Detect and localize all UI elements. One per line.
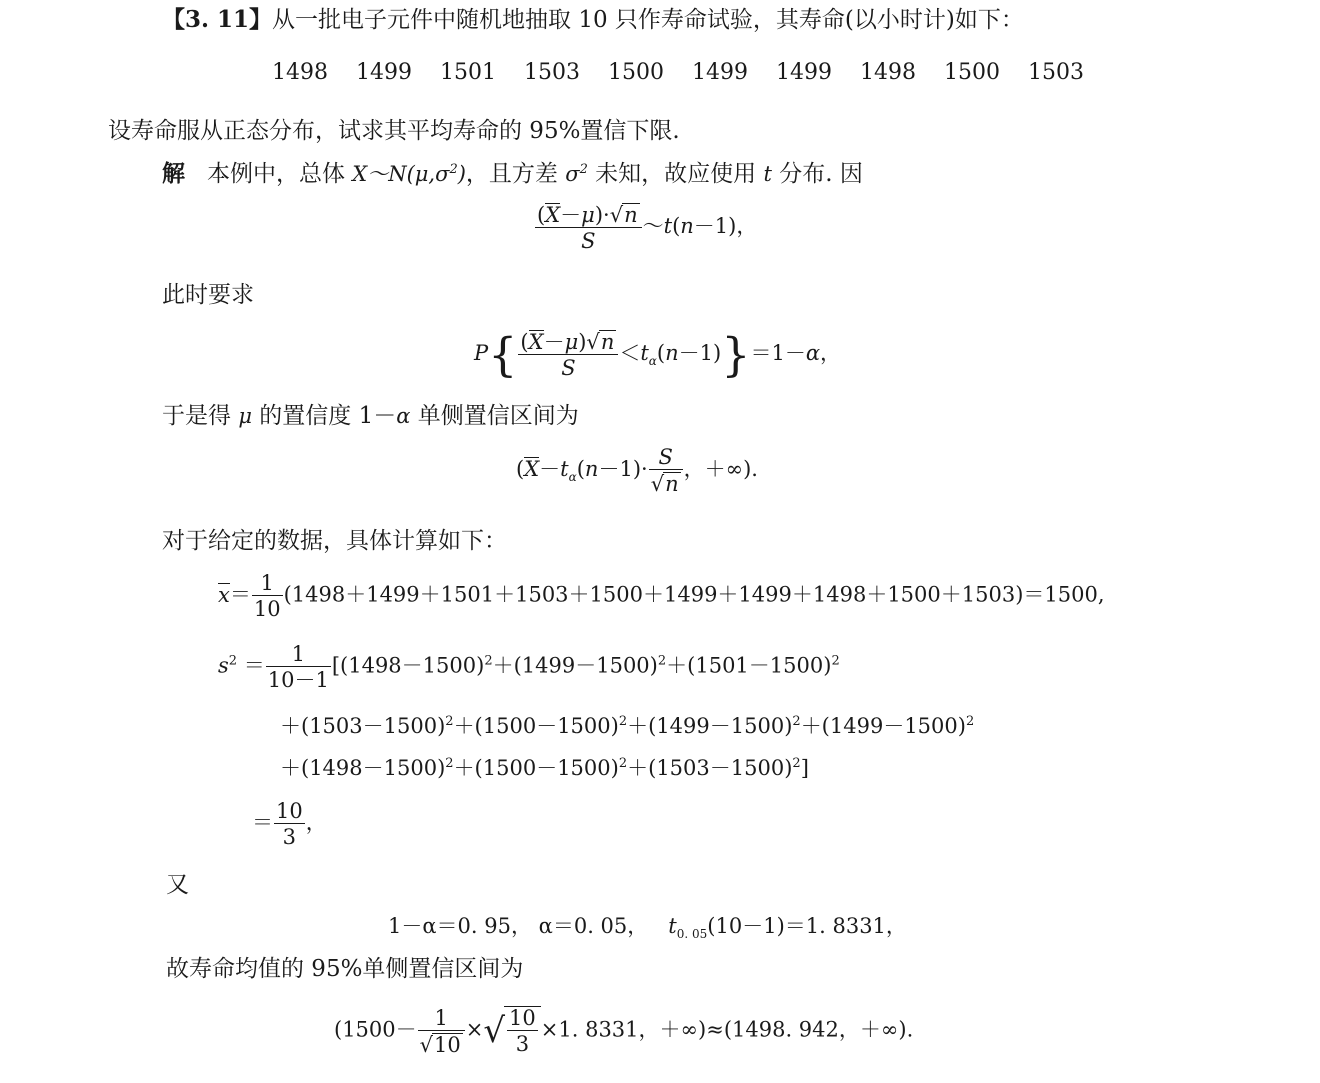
data-value: 1500 (608, 60, 664, 85)
t-value: (10－1)＝1. 8331， (707, 914, 907, 938)
interval-intro-text: 单侧置信区间为 (410, 403, 579, 429)
data-row (272, 62, 1112, 84)
variance-term: ＋(1500－1500) (453, 756, 619, 780)
final-text: ×1. 8331，＋∞)≈(1498. 942，＋∞). (540, 1017, 914, 1042)
mean-sum: (1498＋1499＋1501＋1503＋1500＋1499＋1499＋1498＋1500＋1503)＝1500, (283, 582, 1105, 607)
variance-term: [(1498－1500) (331, 653, 485, 678)
interval-formula: ($X-t_\alpha(n-1)\cdot$ $\frac{S}{√n}$ ，＋∞). (516, 445, 758, 497)
problem-question: 设寿命服从正态分布，试求其平均寿命的 95%置信下限. (108, 118, 680, 144)
solution-intro-text: 本例中，总体 (206, 161, 353, 187)
variance-line-2: $+(1503-1500)^2+(1500-1500)^2+(1499-1500)^2+(1499-1500)^2$ (280, 714, 975, 738)
require-text: 此时要求 (162, 282, 254, 308)
mean-computation: x＝ $\frac{1}{10}$ (1498＋1499＋1501＋1503＋1500＋1499＋1499＋1498＋1500＋1503)＝1500, (218, 571, 1105, 622)
variance-line-3: $+(1498-1500)^2+(1500-1500)^2+(1503-1500)^2$] (280, 756, 809, 780)
solution-intro-text: 未知，故应使用 (587, 161, 764, 187)
variance-term: ＋(1503－1500) (280, 714, 446, 738)
variance-term: ＋(1503－1500) (627, 756, 793, 780)
conclusion-text: 故寿命均值的 95%单侧置信区间为 (166, 956, 524, 982)
variance-term: ＋(1498－1500) (280, 756, 446, 780)
interval-intro-text: 于是得 (162, 403, 239, 429)
variance-term: ＋(1499－1500) (627, 714, 793, 738)
interval-intro-text: 的置信度 1－ (251, 403, 397, 429)
data-value: 1501 (440, 60, 496, 85)
variance-term: ＋(1499－1500) (492, 653, 658, 678)
data-value: 1499 (776, 60, 832, 85)
data-value: 1498 (860, 60, 916, 85)
variance-symbol: $\sigma^2$ (565, 162, 588, 186)
variance-term: ＋(1499－1500) (800, 714, 966, 738)
final-text: (1500－ (334, 1017, 417, 1042)
problem-statement: 从一批电子元件中随机地抽取 10 只作寿命试验，其寿命(以小时计)如下： (272, 7, 1024, 33)
solution-intro-text: 且方差 (488, 161, 566, 187)
data-value: 1500 (944, 60, 1000, 85)
t-symbol: t (763, 162, 772, 186)
solution-intro: 解 本例中，总体 $X\sim N(\mu,\sigma^2)$，且方差 $\sigma^2$ 未知，故应使用 t 分布. 因 (162, 160, 863, 187)
variance-result: ＝ $\frac{10}{3}$ ， (252, 799, 327, 850)
data-value: 1499 (692, 60, 748, 85)
variance-term: ＋(1500－1500) (453, 714, 619, 738)
calc-intro: 对于给定的数据，具体计算如下： (162, 528, 507, 554)
parameters-line: 1－α＝0. 95， α＝0. 05， $t_{0. 05}(10-1)=1$. 8331， (388, 914, 907, 942)
population-dist: $X\sim N(\mu,\sigma^2)$ (352, 162, 466, 186)
variance-line-1: $s^2$ ＝ $\frac{1}{10-1}$ [$(1498-1500)^2+(1499-1500)^2+(1501-1500)^2$ (218, 642, 840, 693)
solution-label: 解 (162, 160, 185, 187)
data-value: 1503 (1028, 60, 1084, 85)
final-result: (1500－ $\frac{1}{√10}$ ×√ $\frac{10}{3}$ ×1. 8331，＋∞)≈(1498. 942，＋∞). (334, 1005, 914, 1057)
params-text: 1－α＝0. 95， α＝0. 05， (388, 914, 649, 938)
solution-intro-text: 分布. 因 (771, 161, 863, 187)
probability-formula: P{ $\frac{(X-\mu)√n}{S}$ $<t_\alpha(n-1)\}=1-\alpha$， (474, 327, 842, 382)
data-value: 1498 (272, 60, 328, 85)
interval-intro: 于是得 μ 的置信度 1－α 单侧置信区间为 (162, 403, 579, 429)
data-value: 1503 (524, 60, 580, 85)
also-text: 又 (166, 872, 189, 898)
pivot-formula: $\frac{(X-\mu)\cdot√n}{S}$ ～t(n－1)， (537, 203, 758, 254)
variance-term: ＋(1501－1500) (666, 653, 832, 678)
problem-label: 【3. 11】 (162, 6, 273, 33)
data-value: 1499 (356, 60, 412, 85)
problem-statement-line (162, 8, 1024, 32)
